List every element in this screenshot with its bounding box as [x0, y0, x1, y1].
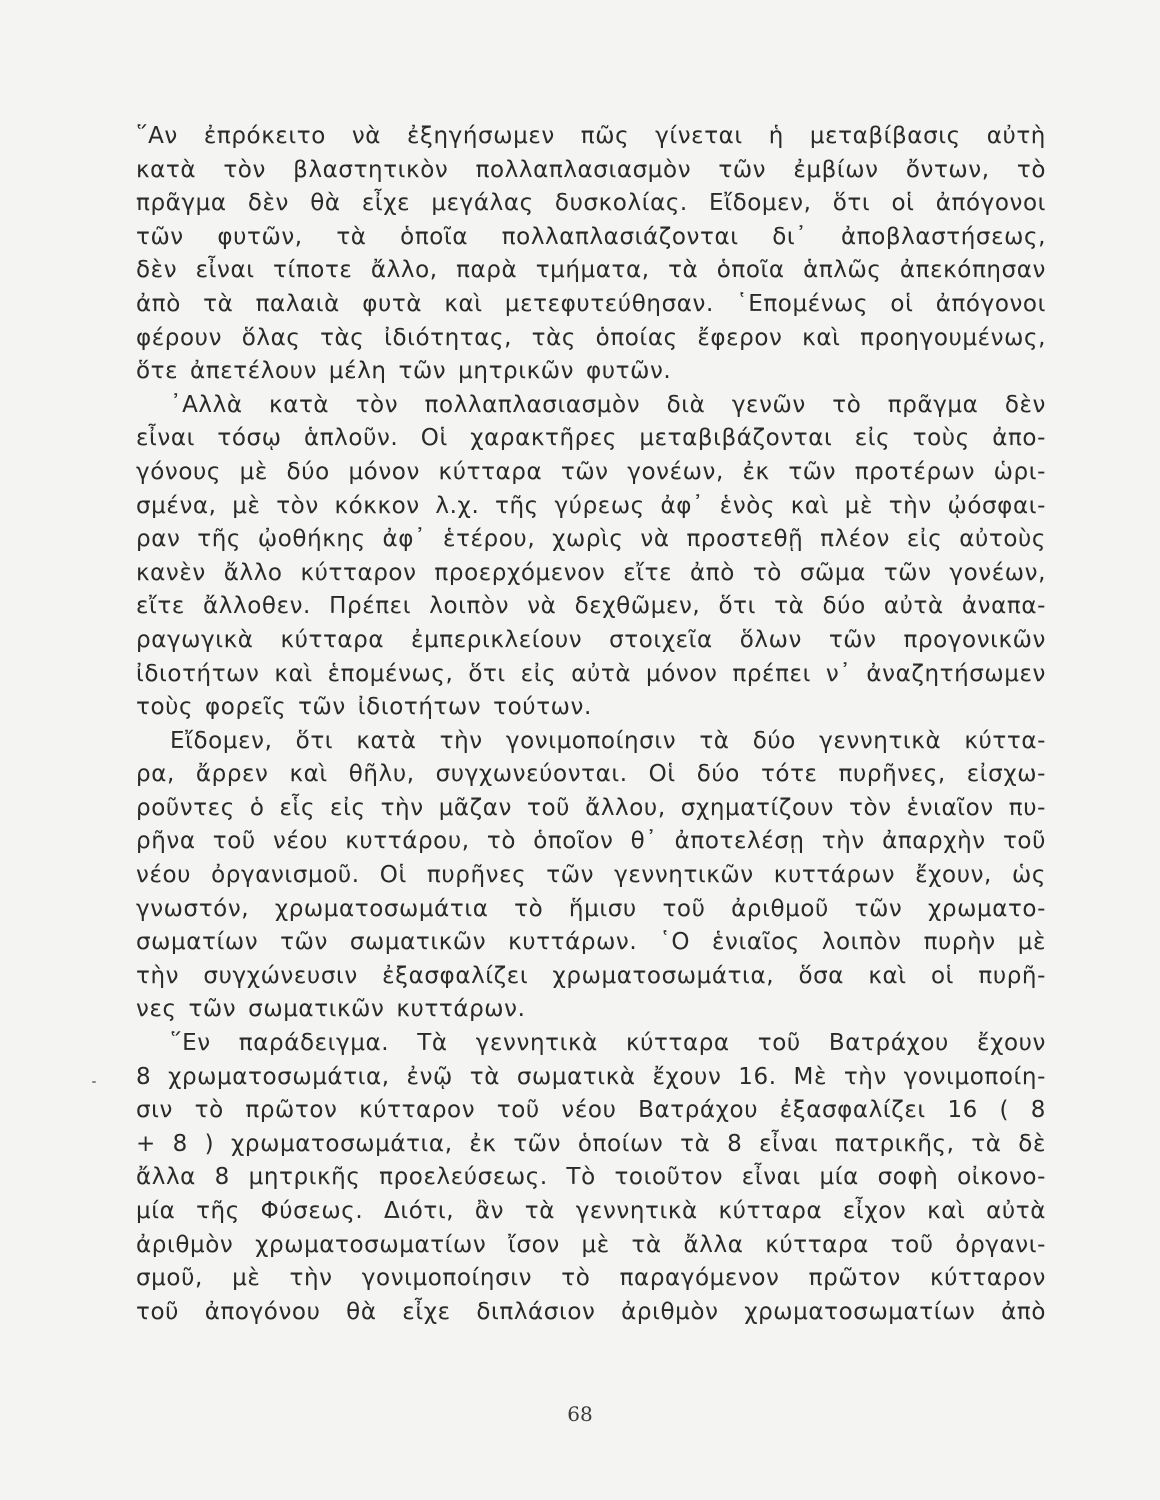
text-line: ροῦντες ὁ εἷς εἰς τὴν μᾶζαν τοῦ ἄλλου, σχηματίζουν τὸν ἑνιαῖον πυ- [136, 794, 1046, 821]
text-line: εἶναι τόσῳ ἁπλοῦν. Οἱ χαρακτῆρες μεταβιβάζονται εἰς τοὺς ἀπο- [136, 425, 1046, 452]
text-line: νέου ὀργανισμοῦ. Οἱ πυρῆνες τῶν γεννητικῶν κυττάρων ἔχουν, ὡς [136, 862, 1046, 889]
text-line: σωματίων τῶν σωματικῶν κυττάρων. ῾Ο ἑνιαῖος λοιπὸν πυρὴν μὲ [136, 929, 1046, 956]
text-line: ᾽Αλλὰ κατὰ τὸν πολλαπλασιασμὸν διὰ γενῶν τὸ πρᾶγμα δὲν [170, 391, 1046, 418]
text-line: γόνους μὲ δύο μόνον κύτταρα τῶν γονέων, ἐκ τῶν προτέρων ὡρι- [136, 458, 1046, 485]
text-line: ἄλλα 8 μητρικῆς προελεύσεως. Τὸ τοιοῦτον εἶναι μία σοφὴ οἰκονο- [136, 1164, 1046, 1191]
text-line: ρῆνα τοῦ νέου κυττάρου, τὸ ὁποῖον θ᾽ ἀποτελέσῃ τὴν ἀπαρχὴν τοῦ [136, 828, 1046, 855]
text-line: μία τῆς Φύσεως. Διότι, ἂν τὰ γεννητικὰ κύτταρα εἶχον καὶ αὐτὰ [136, 1198, 1046, 1224]
text-line: ἀριθμὸν χρωματοσωματίων ἴσον μὲ τὰ ἄλλα κύτταρα τοῦ ὀργανι- [136, 1231, 1046, 1258]
text-line: τῶν φυτῶν, τὰ ὁποῖα πολλαπλασιάζονται δι᾽ ἀποβλαστήσεως, [136, 223, 1046, 250]
scan-speck [92, 1081, 96, 1083]
text-line: σιν τὸ πρῶτον κύτταρον τοῦ νέου Βατράχου ἐξασφαλίζει 16 ( 8 [136, 1097, 1046, 1124]
text-line: εἴτε ἄλλοθεν. Πρέπει λοιπὸν νὰ δεχθῶμεν, ὅτι τὰ δύο αὐτὰ ἀναπα- [136, 593, 1046, 620]
text-line: τὴν συγχώνευσιν ἐξασφαλίζει χρωματοσωμάτια, ὅσα καὶ οἱ πυρῆ- [136, 962, 1046, 989]
text-line: δὲν εἶναι τίποτε ἄλλο, παρὰ τμήματα, τὰ ὁποῖα ἁπλῶς ἀπεκόπησαν [136, 257, 1046, 284]
page-number: 68 [567, 1402, 593, 1426]
text-line: κανὲν ἄλλο κύτταρον προερχόμενον εἴτε ἀπὸ τὸ σῶμα τῶν γονέων, [136, 559, 1046, 586]
text-line: σμένα, μὲ τὸν κόκκον λ.χ. τῆς γύρεως ἀφ᾽ ἑνὸς καὶ μὲ τὴν ᾠόσφαι- [136, 492, 1046, 519]
text-line: + 8 ) χρωματοσωμάτια, ἐκ τῶν ὁποίων τὰ 8 εἶναι πατρικῆς, τὰ δὲ [136, 1130, 1046, 1157]
text-line: νες τῶν σωματικῶν κυττάρων. [136, 996, 526, 1023]
text-line: κατὰ τὸν βλαστητικὸν πολλαπλασιασμὸν τῶν ἐμβίων ὄντων, τὸ [136, 156, 1046, 183]
text-line: γνωστόν, χρωματοσωμάτια τὸ ἥμισυ τοῦ ἀριθμοῦ τῶν χρωματο- [136, 895, 1046, 922]
text-line: ὅτε ἀπετέλουν μέλη τῶν μητρικῶν φυτῶν. [136, 358, 672, 385]
body-text [136, 120, 1046, 1329]
text-line: ἀπὸ τὰ παλαιὰ φυτὰ καὶ μετεφυτεύθησαν. ῾Επομένως οἱ ἀπόγονοι [136, 290, 1046, 317]
text-line: πρᾶγμα δὲν θὰ εἶχε μεγάλας δυσκολίας. Εἴδομεν, ὅτι οἱ ἀπόγονοι [136, 190, 1046, 217]
text-line: Εἴδομεν, ὅτι κατὰ τὴν γονιμοποίησιν τὰ δύο γεννητικὰ κύττα- [170, 727, 1046, 754]
text-line: ῞Αν ἐπρόκειτο νὰ ἐξηγήσωμεν πῶς γίνεται ἡ μεταβίβασις αὐτὴ [136, 123, 1046, 149]
text-line: τοὺς φορεῖς τῶν ἰδιοτήτων τούτων. [136, 694, 592, 721]
text-line: 8 χρωματοσωμάτια, ἐνῷ τὰ σωματικὰ ἔχουν 16. Μὲ τὴν γονιμοποίη- [136, 1063, 1046, 1090]
text-line: σμοῦ, μὲ τὴν γονιμοποίησιν τὸ παραγόμενον πρῶτον κύτταρον [136, 1265, 1046, 1292]
text-line: ῞Εν παράδειγμα. Τὰ γεννητικὰ κύτταρα τοῦ Βατράχου ἔχουν [170, 1030, 1046, 1057]
text-line: ραν τῆς ᾠοθήκης ἀφ᾽ ἑτέρου, χωρὶς νὰ προστεθῇ πλέον εἰς αὐτοὺς [136, 526, 1046, 553]
text-line: ρα, ἄρρεν καὶ θῆλυ, συγχωνεύονται. Οἱ δύο τότε πυρῆνες, εἰσχω- [136, 761, 1046, 788]
text-line: τοῦ ἀπογόνου θὰ εἶχε διπλάσιον ἀριθμὸν χρωματοσωματίων ἀπὸ [136, 1298, 1046, 1325]
text-line: ἰδιοτήτων καὶ ἑπομένως, ὅτι εἰς αὐτὰ μόνον πρέπει ν᾽ ἀναζητήσωμεν [136, 660, 1046, 687]
text-line: φέρουν ὅλας τὰς ἰδιότητας, τὰς ὁποίας ἔφερον καὶ προηγουμένως, [136, 324, 1046, 351]
text-line: ραγωγικὰ κύτταρα ἐμπερικλείουν στοιχεῖα ὅλων τῶν προγονικῶν [136, 626, 1046, 653]
